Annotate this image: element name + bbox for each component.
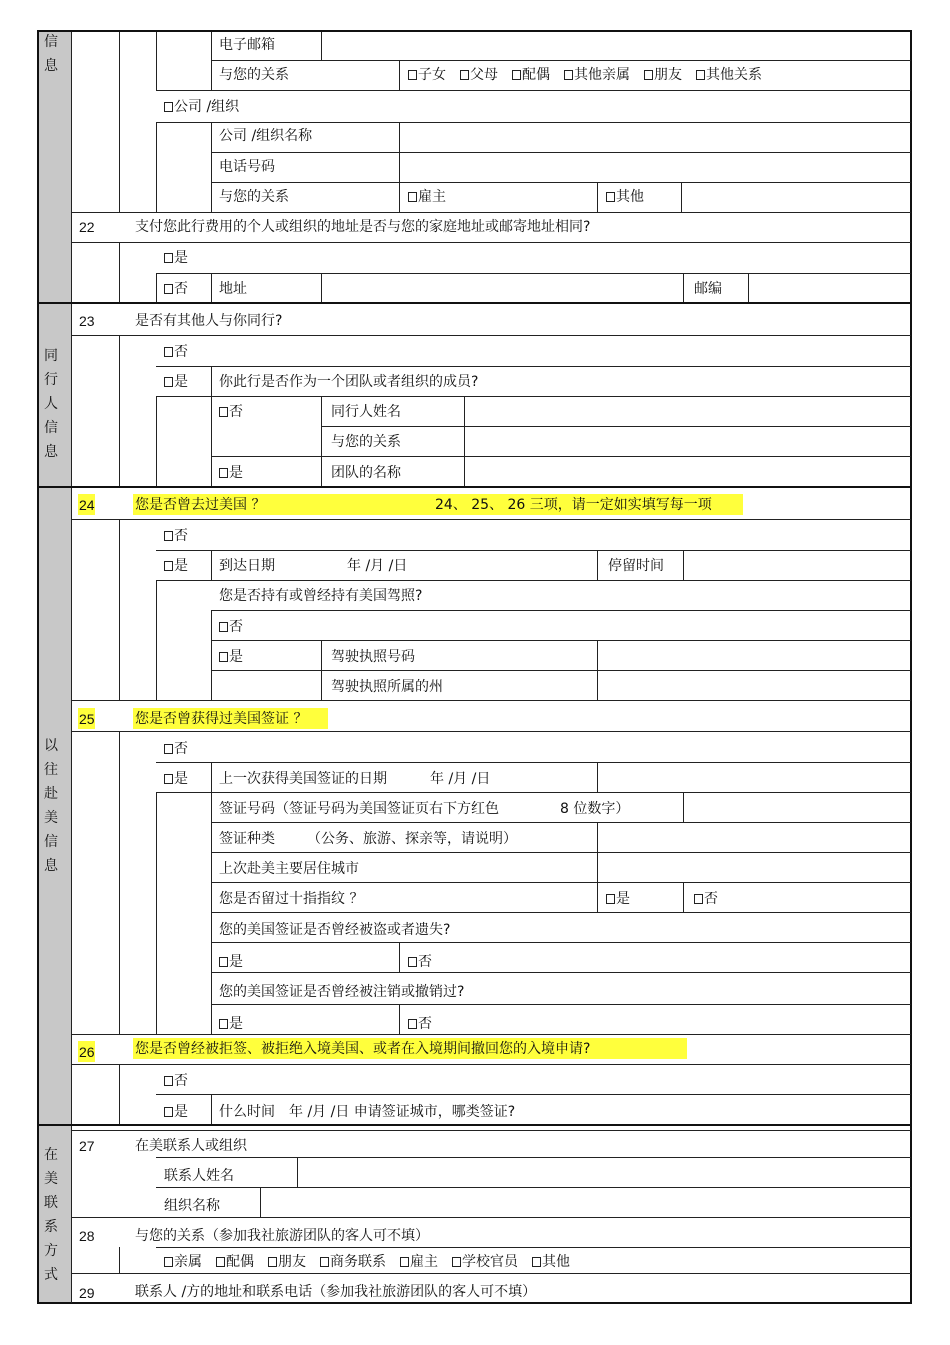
hline-762 bbox=[156, 762, 911, 763]
hline-152 bbox=[211, 152, 911, 153]
arrival-date-label: 到达日期 bbox=[219, 558, 275, 574]
companion-relation-label: 与您的关系 bbox=[331, 434, 401, 450]
q26-number: 26 bbox=[79, 1044, 95, 1060]
hline-242 bbox=[71, 242, 911, 243]
col-line-2g bbox=[119, 1247, 120, 1273]
checkbox-icon[interactable] bbox=[408, 1019, 417, 1029]
q25-number: 25 bbox=[79, 711, 95, 727]
relation-label: 与您的关系 bbox=[219, 67, 289, 83]
hline-335 bbox=[71, 335, 911, 336]
vline-stay1 bbox=[597, 550, 598, 580]
hline-700 bbox=[71, 700, 911, 701]
cancelled-visa-question: 您的美国签证是否曾经被注销或撤销过? bbox=[219, 984, 465, 1000]
q25-no[interactable]: 否 bbox=[164, 740, 188, 758]
hline-1217 bbox=[71, 1217, 911, 1218]
q28-number: 28 bbox=[79, 1228, 95, 1244]
q23-sub-no[interactable]: 否 bbox=[219, 403, 243, 421]
vline-companion-a bbox=[321, 396, 322, 487]
checkbox-icon[interactable] bbox=[164, 253, 173, 263]
checkbox-icon[interactable] bbox=[564, 70, 573, 80]
vline-visatype bbox=[597, 822, 598, 912]
hline-1247 bbox=[156, 1247, 911, 1248]
checkbox-icon[interactable] bbox=[219, 622, 228, 632]
fingerprint-yes[interactable]: 是 bbox=[606, 890, 630, 908]
license-yes-option[interactable]: 是 bbox=[219, 648, 243, 666]
email-label: 电子邮箱 bbox=[219, 37, 275, 53]
org-name-label: 组织名称 bbox=[164, 1198, 220, 1214]
checkbox-icon[interactable] bbox=[400, 1257, 409, 1267]
company-relation-label: 与您的关系 bbox=[219, 189, 289, 205]
frame-right bbox=[910, 30, 912, 1304]
hline-366 bbox=[156, 366, 911, 367]
q23-sub-yes[interactable]: 是 bbox=[219, 464, 243, 482]
q24-note: 24、 25、 26 三项，请一定如实填写每一项 bbox=[435, 497, 712, 513]
hline-882 bbox=[211, 882, 911, 883]
vline-fingerprint bbox=[683, 882, 684, 912]
hline-792 bbox=[156, 792, 911, 793]
checkbox-icon[interactable] bbox=[452, 1257, 461, 1267]
col-line-4g bbox=[211, 762, 212, 1034]
col-line-4e bbox=[211, 550, 212, 580]
checkbox-icon[interactable] bbox=[532, 1257, 541, 1267]
checkbox-icon[interactable] bbox=[219, 957, 228, 967]
hline-396 bbox=[156, 396, 911, 397]
vline-email bbox=[321, 30, 322, 60]
hline-1187 bbox=[156, 1187, 911, 1188]
stay-duration-label: 停留时间 bbox=[608, 558, 664, 574]
visa-type-label: 签证种类 bbox=[219, 831, 275, 847]
col-line-4d bbox=[211, 366, 212, 487]
q29-number: 29 bbox=[79, 1285, 95, 1301]
hline-60 bbox=[211, 60, 911, 61]
checkbox-icon[interactable] bbox=[408, 957, 417, 967]
last-visa-date-format: 年 /月 /日 bbox=[430, 771, 491, 787]
section-label-us-contact: 在美联系方式 bbox=[44, 1147, 58, 1283]
employer-option[interactable]: 雇主 bbox=[408, 188, 446, 206]
checkbox-icon[interactable] bbox=[694, 894, 703, 904]
q22-yes[interactable]: 是 bbox=[164, 249, 188, 267]
cancelled-visa-no[interactable]: 否 bbox=[408, 1015, 432, 1033]
license-question: 您是否持有或曾经持有美国驾照? bbox=[219, 588, 423, 604]
license-number-label: 驾驶执照号码 bbox=[331, 649, 415, 665]
q24-number: 24 bbox=[79, 497, 95, 513]
hline-640 bbox=[211, 640, 911, 641]
hline-852 bbox=[211, 852, 911, 853]
frame-left bbox=[37, 30, 39, 1304]
hline-212 bbox=[71, 212, 911, 213]
hline-731 bbox=[71, 731, 911, 732]
hline-303 bbox=[37, 302, 912, 304]
hline-550 bbox=[156, 550, 911, 551]
q23-no[interactable]: 否 bbox=[164, 343, 188, 361]
vline-org bbox=[260, 1187, 261, 1217]
checkbox-icon[interactable] bbox=[644, 70, 653, 80]
hline-487 bbox=[37, 486, 912, 488]
vline-other bbox=[681, 182, 682, 212]
hline-972 bbox=[211, 972, 911, 973]
col-line-4c bbox=[211, 273, 212, 303]
checkbox-icon[interactable] bbox=[164, 1257, 173, 1267]
hline-1004 bbox=[211, 1004, 911, 1005]
q28-options[interactable]: 亲属 配偶 朋友 商务联系 雇主 学校官员 其他 bbox=[164, 1253, 584, 1271]
hline-top bbox=[37, 30, 912, 32]
checkbox-icon[interactable] bbox=[606, 894, 615, 904]
hline-942 bbox=[211, 942, 911, 943]
vline-zip1 bbox=[683, 273, 684, 303]
col-line-2b bbox=[119, 242, 120, 303]
section-label-prior-us: 以往赴美信息 bbox=[44, 738, 58, 874]
hline-580 bbox=[156, 580, 911, 581]
hline-670 bbox=[211, 670, 911, 671]
company-option[interactable]: 公司 /组织 bbox=[164, 98, 239, 116]
col-line-2d bbox=[119, 519, 120, 700]
col-line-4f bbox=[211, 610, 212, 700]
relation-options[interactable]: 子女 父母 配偶 其他亲属 朋友 其他关系 bbox=[408, 66, 776, 84]
q27-number: 27 bbox=[79, 1138, 95, 1154]
q22-address-label: 地址 bbox=[219, 281, 247, 297]
arrival-date-format: 年 /月 /日 bbox=[347, 558, 408, 574]
q26-detail: 什么时间 年 /月 /日 申请签证城市，哪类签证? bbox=[219, 1104, 516, 1120]
q24-yes[interactable]: 是 bbox=[164, 557, 188, 575]
companion-name-label: 同行人姓名 bbox=[331, 404, 401, 420]
vline-visano bbox=[683, 792, 684, 822]
checkbox-icon[interactable] bbox=[219, 407, 228, 417]
lost-visa-no[interactable]: 否 bbox=[408, 953, 432, 971]
checkbox-icon[interactable] bbox=[164, 561, 173, 571]
checkbox-icon[interactable] bbox=[606, 192, 615, 202]
hline-1273 bbox=[71, 1273, 911, 1274]
col-line-3f bbox=[156, 792, 157, 1034]
q22-zip-label: 邮编 bbox=[694, 281, 722, 297]
q29-text: 联系人 /方的地址和联系电话（参加我社旅游团队的客人可不填） bbox=[135, 1284, 537, 1300]
hline-182 bbox=[211, 182, 911, 183]
frame-bottom bbox=[37, 1302, 912, 1304]
vline-cancel bbox=[399, 1004, 400, 1034]
hline-1064 bbox=[71, 1064, 911, 1065]
col-line-3d bbox=[156, 396, 157, 487]
col-line-4h bbox=[211, 1094, 212, 1125]
checkbox-icon[interactable] bbox=[216, 1257, 225, 1267]
q28-text: 与您的关系（参加我社旅游团队的客人可不填） bbox=[135, 1228, 429, 1244]
phone-label: 电话号码 bbox=[219, 159, 275, 175]
checkbox-icon[interactable] bbox=[512, 70, 521, 80]
hline-1034 bbox=[71, 1034, 911, 1035]
checkbox-icon[interactable] bbox=[219, 468, 228, 478]
hline-1130 bbox=[71, 1130, 911, 1131]
hline-822 bbox=[211, 822, 911, 823]
cancelled-visa-yes[interactable]: 是 bbox=[219, 1015, 243, 1033]
checkbox-icon[interactable] bbox=[164, 1076, 173, 1086]
col-line-3a bbox=[156, 30, 157, 90]
hline-519 bbox=[71, 519, 911, 520]
hline-912 bbox=[211, 912, 911, 913]
checkbox-icon[interactable] bbox=[219, 652, 228, 662]
hline-456 bbox=[211, 456, 911, 457]
visa-number-label-tail: 8 位数字） bbox=[560, 801, 630, 817]
visa-type-note: （公务、旅游、探亲等，请说明） bbox=[307, 831, 517, 847]
q26-no[interactable]: 否 bbox=[164, 1072, 188, 1090]
hline-273 bbox=[156, 273, 911, 274]
q22-no[interactable]: 否 bbox=[164, 280, 188, 298]
lost-visa-question: 您的美国签证是否曾经被盗或者遗失? bbox=[219, 922, 451, 938]
q22-number: 22 bbox=[79, 219, 95, 235]
other-option[interactable]: 其他 bbox=[606, 188, 644, 206]
fingerprint-question: 您是否留过十指指纹 ？ bbox=[219, 891, 364, 907]
vline-company bbox=[399, 122, 400, 212]
vline-stay2 bbox=[683, 550, 684, 580]
checkbox-icon[interactable] bbox=[696, 70, 705, 80]
checkbox-icon[interactable] bbox=[164, 377, 173, 387]
vline-employer bbox=[597, 182, 598, 212]
col-line-2a bbox=[119, 30, 120, 212]
license-state-label: 驾驶执照所属的州 bbox=[331, 679, 443, 695]
col-line-3b bbox=[156, 122, 157, 212]
col-line-3e bbox=[156, 580, 157, 700]
q26-yes[interactable]: 是 bbox=[164, 1103, 188, 1121]
q25-yes[interactable]: 是 bbox=[164, 770, 188, 788]
hline-1125 bbox=[37, 1124, 912, 1126]
last-city-label: 上次赴美主要居住城市 bbox=[219, 861, 359, 877]
col-line-3c bbox=[156, 273, 157, 303]
checkbox-icon[interactable] bbox=[408, 70, 417, 80]
checkbox-icon[interactable] bbox=[164, 1107, 173, 1117]
checkbox-icon[interactable] bbox=[460, 70, 469, 80]
section-label-companion: 同行人信息 bbox=[44, 348, 58, 460]
hline-90 bbox=[156, 90, 911, 91]
checkbox-icon[interactable] bbox=[219, 1019, 228, 1029]
q23-text: 是否有其他人与你同行? bbox=[135, 313, 283, 329]
hline-1094 bbox=[156, 1094, 911, 1095]
last-visa-date-label: 上一次获得美国签证的日期 bbox=[219, 771, 387, 787]
checkbox-icon[interactable] bbox=[164, 531, 173, 541]
q22-text: 支付您此行费用的个人或组织的地址是否与您的家庭地址或邮寄地址相同? bbox=[135, 219, 591, 235]
checkbox-icon[interactable] bbox=[164, 347, 173, 357]
visa-number-label: 签证号码（签证号码为美国签证页右下方红色 bbox=[219, 801, 499, 817]
vline-lost bbox=[399, 942, 400, 972]
q25-text: 您是否曾获得过美国签证 ？ bbox=[135, 711, 308, 727]
section-label-info: 信息 bbox=[44, 34, 58, 74]
checkbox-icon[interactable] bbox=[164, 284, 173, 294]
lost-visa-yes[interactable]: 是 bbox=[219, 953, 243, 971]
vline-zip2 bbox=[748, 273, 749, 303]
hline-1157 bbox=[156, 1157, 911, 1158]
checkbox-icon[interactable] bbox=[164, 102, 173, 112]
col-line-4b bbox=[211, 122, 212, 212]
col-line-2e bbox=[119, 731, 120, 1034]
q23-group-question: 你此行是否作为一个团队或者组织的成员? bbox=[219, 374, 479, 390]
checkbox-icon[interactable] bbox=[164, 744, 173, 754]
hline-610 bbox=[211, 610, 911, 611]
fingerprint-no[interactable]: 否 bbox=[694, 890, 718, 908]
checkbox-icon[interactable] bbox=[408, 192, 417, 202]
contact-name-label: 联系人姓名 bbox=[164, 1168, 234, 1184]
checkbox-icon[interactable] bbox=[164, 774, 173, 784]
checkbox-icon[interactable] bbox=[320, 1257, 329, 1267]
vline-relation bbox=[399, 60, 400, 90]
vline-companion-b bbox=[464, 396, 465, 487]
company-name-label: 公司 /组织名称 bbox=[219, 128, 313, 144]
group-name-label: 团队的名称 bbox=[331, 465, 401, 481]
q24-no[interactable]: 否 bbox=[164, 527, 188, 545]
q26-text: 您是否曾经被拒签、被拒绝入境美国、或者在入境期间撤回您的入境申请? bbox=[135, 1041, 591, 1057]
q23-number: 23 bbox=[79, 313, 95, 329]
q23-yes[interactable]: 是 bbox=[164, 373, 188, 391]
vline-address bbox=[321, 273, 322, 303]
col-line-2f bbox=[119, 1064, 120, 1125]
q27-text: 在美联系人或组织 bbox=[135, 1138, 247, 1154]
col-line-1 bbox=[71, 30, 72, 1303]
col-line-2c bbox=[119, 335, 120, 487]
vline-lastdate bbox=[597, 762, 598, 792]
vline-contact bbox=[297, 1157, 298, 1187]
hline-426 bbox=[321, 426, 911, 427]
checkbox-icon[interactable] bbox=[268, 1257, 277, 1267]
q24-text: 您是否曾去过美国 ？ bbox=[135, 497, 266, 513]
license-no-option[interactable]: 否 bbox=[219, 618, 243, 636]
hline-122 bbox=[156, 122, 911, 123]
